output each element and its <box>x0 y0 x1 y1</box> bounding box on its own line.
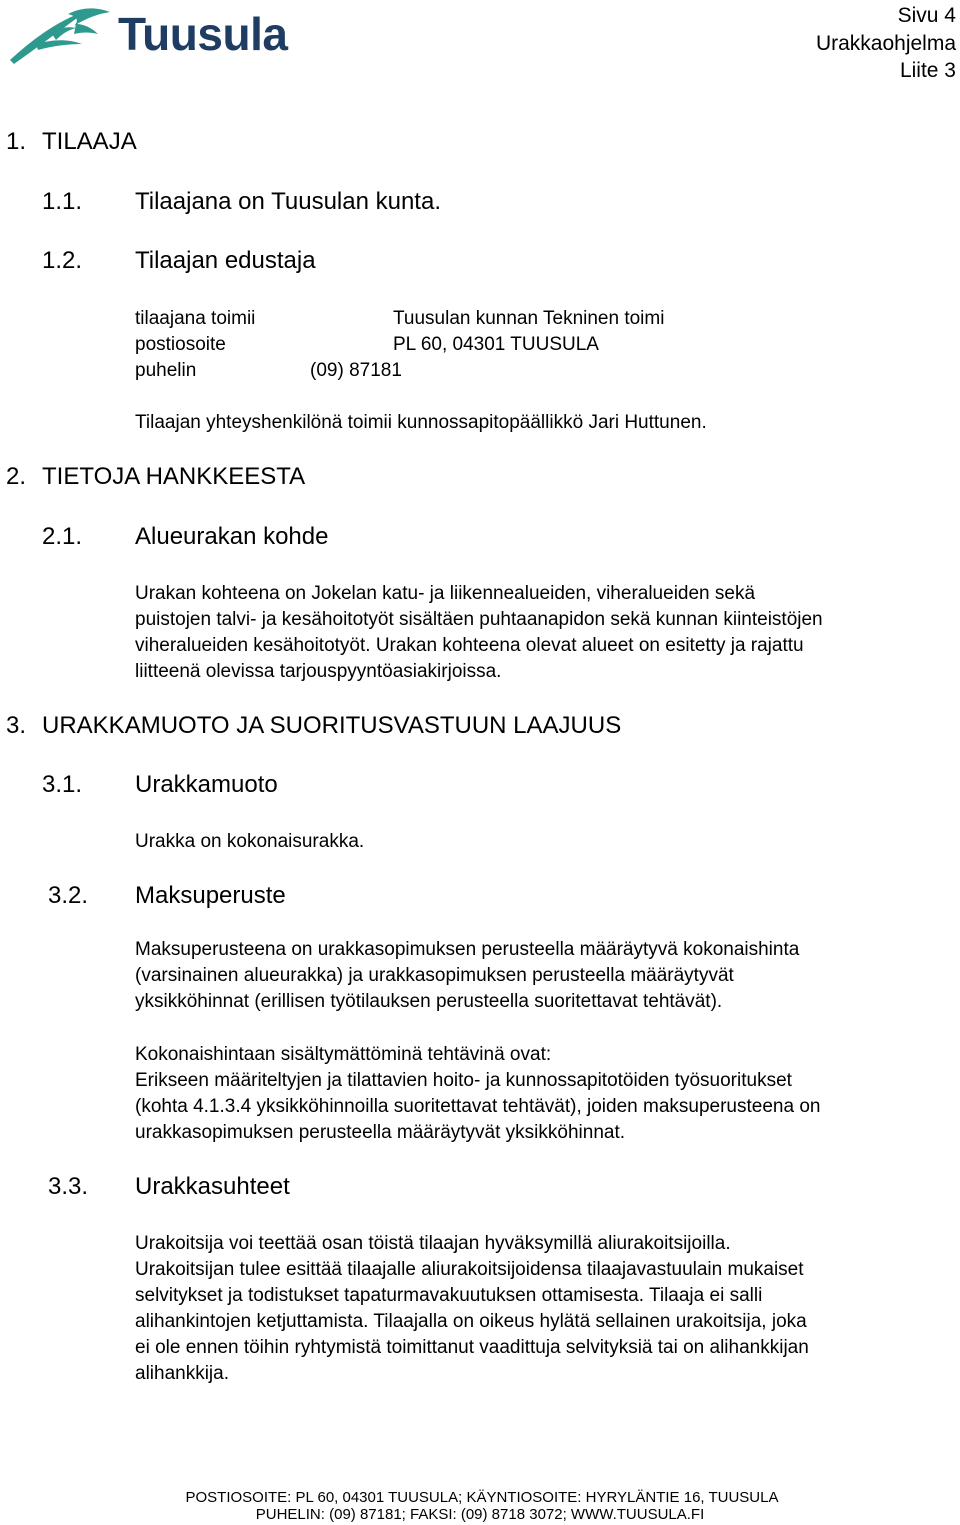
paragraph-line: Maksuperusteena on urakkasopimuksen perusteella määräytyvä kokonaishinta <box>135 939 800 960</box>
section-3-number: 3. <box>6 712 27 739</box>
paragraph-line: alihankintojen ketjuttamista. Tilaajalla on oikeus hylätä sellainen urakoitsija, joka <box>135 1311 807 1332</box>
paragraph-line: Urakoitsija voi teettää osan töistä tilaajan hyväksymillä aliurakoitsijoilla. <box>135 1233 731 1254</box>
section-2-1-paragraph <box>135 581 960 685</box>
paragraph-line: puistojen talvi- ja kesähoitotyöt sisältäen puhtaanapidon sekä kunnan kiinteistöjen <box>135 609 823 630</box>
paragraph-line: Kokonaishintaan sisältymättöminä tehtävinä ovat: <box>135 1044 552 1065</box>
section-3-1-title: Urakkamuoto <box>135 771 278 798</box>
page-number: Sivu 4 <box>897 4 956 27</box>
section-3-3-paragraph <box>135 1231 960 1387</box>
section-3-1-number: 3.1. <box>42 771 83 798</box>
paragraph-line: Erikseen määriteltyjen ja tilattavien hoito- ja kunnossapitotöiden työsuoritukset <box>135 1070 792 1091</box>
section-3-2-number: 3.2. <box>48 882 89 909</box>
paragraph-line: Urakoitsijan tulee esittää tilaajalle aliurakoitsijoidensa tilaajavastuulain mukaiset <box>135 1259 804 1280</box>
section-1-title: TILAAJA <box>42 128 137 155</box>
section-2-title: TIETOJA HANKKEESTA <box>42 463 306 490</box>
paragraph-line: yksikköhinnat (erillisen työtilauksen perusteella suoritettavat tehtävät). <box>135 991 723 1012</box>
section-3-2-title: Maksuperuste <box>135 882 286 909</box>
section-3-3-number: 3.3. <box>48 1173 89 1200</box>
section-1-2-title: Tilaajan edustaja <box>135 247 316 274</box>
paragraph-line: selvitykset ja todistukset tapaturmavakuutuksen ottamisesta. Tilaaja ei salli <box>135 1285 763 1306</box>
document-name: Urakkaohjelma <box>815 32 956 55</box>
contact-label: tilaajana toimii <box>135 308 256 329</box>
paragraph-line: liitteenä olevissa tarjouspyyntöasiakirjoissa. <box>135 661 502 682</box>
section-3-title: URAKKAMUOTO JA SUORITUSVASTUUN LAAJUUS <box>42 712 622 739</box>
tuusula-logo <box>6 4 306 66</box>
footer-address: POSTIOSOITE: PL 60, 04301 TUUSULA; KÄYNTIOSOITE: HYRYLÄNTIE 16, TUUSULA <box>185 1489 779 1506</box>
section-2-1-number: 2.1. <box>42 523 83 550</box>
section-1-number: 1. <box>6 128 27 155</box>
section-1-1-number: 1.1. <box>42 188 83 215</box>
paragraph-line: urakkasopimuksen perusteella määräytyvät yksikköhinnat. <box>135 1122 626 1143</box>
contact-value: (09) 87181 <box>310 360 402 381</box>
paragraph-line: (kohta 4.1.3.4 yksikköhinnoilla suoritettavat tehtävät), joiden maksuperusteena on <box>135 1096 821 1117</box>
contact-label: puhelin <box>135 360 197 381</box>
contact-label: postiosoite <box>135 334 226 355</box>
section-1-2-number: 1.2. <box>42 247 83 274</box>
contact-value: Tuusulan kunnan Tekninen toimi <box>393 308 665 329</box>
section-1-1-title: Tilaajana on Tuusulan kunta. <box>135 188 441 215</box>
attachment-label: Liite 3 <box>899 59 956 82</box>
paragraph-line: Urakan kohteena on Jokelan katu- ja liikennealueiden, viheralueiden sekä <box>135 583 756 604</box>
section-2-1-title: Alueurakan kohde <box>135 523 329 550</box>
section-2-number: 2. <box>6 463 27 490</box>
footer-contact: PUHELIN: (09) 87181; FAKSI: (09) 8718 3072; WWW.TUUSULA.FI <box>255 1506 705 1523</box>
section-3-2-paragraph-1 <box>135 937 960 1015</box>
paragraph-line: ei ole ennen töihin ryhtymistä toimittanut vaadittuja selvityksiä tai on alihankkijan <box>135 1337 809 1358</box>
leaf-logo-icon <box>6 4 118 66</box>
paragraph-line: (varsinainen alueurakka) ja urakkasopimuksen perusteella määräytyvät <box>135 965 734 986</box>
logo-wordmark: Tuusula <box>118 8 288 60</box>
contact-value: PL 60, 04301 TUUSULA <box>393 334 599 355</box>
paragraph-line: alihankkija. <box>135 1363 229 1384</box>
contact-person-text: Tilaajan yhteyshenkilönä toimii kunnossapitopäällikkö Jari Huttunen. <box>135 412 707 433</box>
section-3-3-title: Urakkasuhteet <box>135 1173 290 1200</box>
paragraph-line: viheralueiden kesähoitotyöt. Urakan kohteena olevat alueet on esitetty ja rajattu <box>135 635 804 656</box>
section-3-2-paragraph-2 <box>135 1042 960 1146</box>
section-3-1-text: Urakka on kokonaisurakka. <box>135 831 365 852</box>
